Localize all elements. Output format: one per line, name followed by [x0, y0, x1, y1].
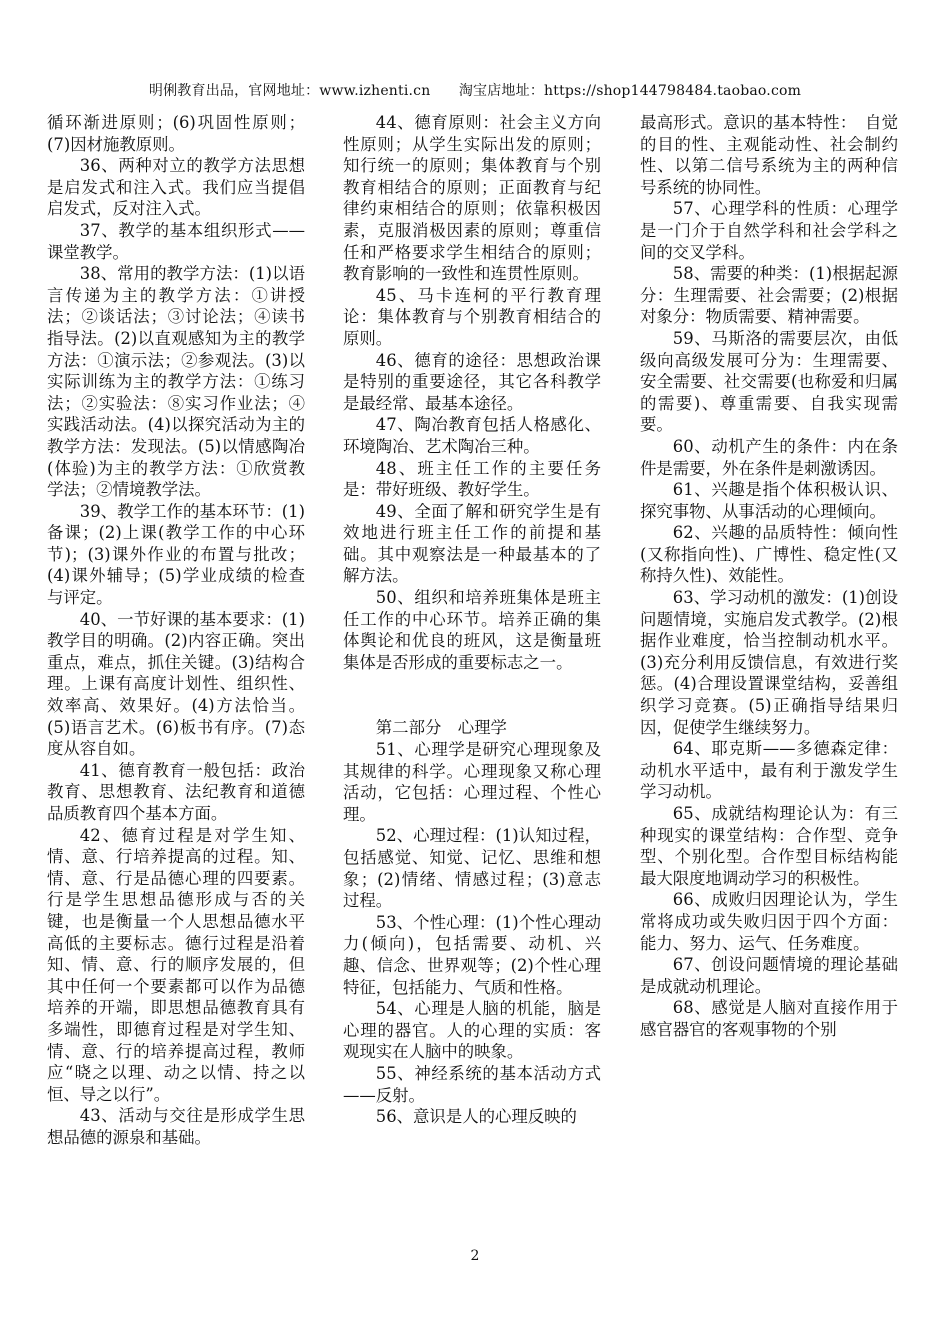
- paragraph: 49、全面了解和研究学生是有效地进行班主任工作的前提和基础。其中观察法是一种最基本的了解方法。: [343, 501, 601, 586]
- paragraph: 47、陶冶教育包括人格感化、环境陶冶、艺术陶冶三种。: [343, 415, 601, 456]
- paragraph: 37、教学的基本组织形式——课堂教学。: [47, 220, 305, 262]
- paragraph: 51、心理学是研究心理现象及其规律的科学。心理现象又称心理活动，它包括：心理过程、个性心理。: [343, 740, 601, 824]
- paragraph: 59、马斯洛的需要层次，由低级向高级发展可分为：生理需要、安全需要、社交需要(也称爱和归属的需要)、尊重需要、自我实现需要。: [640, 328, 898, 435]
- paragraph: 56、意识是人的心理反映的: [375, 1107, 577, 1127]
- page-header: 明俐教育出品，官网地址：www.izhenti.cn 淘宝店地址：https://shop144798484.taobao.com: [148, 83, 802, 99]
- paragraph: 43、活动与交往是形成学生思想品德的源泉和基础。: [47, 1106, 305, 1147]
- paragraph: 57、心理学科的性质：心理学是一门介于自然学科和社会学科之间的交叉学科。: [640, 199, 898, 262]
- paragraph: 62、兴趣的品质特性：倾向性(又称指向性)、广博性、稳定性(又称持久性)、效能性。: [640, 523, 898, 586]
- paragraph: 64、耶克斯——多德森定律：动机水平适中，最有利于激发学生学习动机。: [640, 739, 898, 802]
- paragraph: 53、个性心理：(1)个性心理动力(倾向)，包括需要、动机、兴趣、信念、世界观等；(2)个性心理特征，包括能力、气质和性格。: [343, 912, 601, 997]
- paragraph: 循环渐进原则；(6)巩固性原则；(7)因材施教原则。: [47, 113, 305, 154]
- paragraph: 45、马卡连柯的平行教育理论：集体教育与个别教育相结合的原则。: [343, 285, 601, 348]
- paragraph: 38、常用的教学方法：(1)以语言传递为主的教学方法：①讲授法；②谈话法；③讨论法；④读书指导法。(2)以直观感知为主的教学方法：①演示法；②参观法。(3)以实际训练为主的教学方法：①练习法；②实验法：⑧实习作业法；④实践活动法。(4)以探究活动为主的教学方法：发现法。(5)以情感陶冶(体验)为主的教学方法：①欣赏教学法；②情境教学法。: [47, 264, 305, 500]
- paragraph: 42、德育过程是对学生知、情、意、行培养提高的过程。知、情、意、行是品德心理的四要素。行是学生思想品德形成与否的关键，也是衡量一个人思想品德水平高低的主要标志。德行过程是沿着知、情、意、行的顺序发展的，但其中任何一个要素都可以作为品德培养的开端，即思想品德教育具有多端性，即德育过程是对学生知、情、意、行的培养提高过程，教师应“晓之以理、动之以情、持之以恒、导之以行”。: [47, 825, 305, 1104]
- paragraph: 50、组织和培养班集体是班主任工作的中心环节。培养正确的集体舆论和优良的班风，这是衡量班集体是否形成的重要标志之一。: [343, 588, 601, 672]
- paragraph: 54、心理是人脑的机能，脑是心理的器官。人的心理的实质：客观现实在人脑中的映象。: [343, 999, 601, 1062]
- paragraph: 68、感觉是人脑对直接作用于感官器官的客观事物的个别: [640, 998, 898, 1039]
- column-left: [47, 112, 305, 1149]
- paragraph: 44、德育原则：社会主义方向性原则；从学生实际出发的原则；知行统一的原则；集体教育与个别教育相结合的原则；正面教育与纪律约束相结合的原则；依靠积极因素，克服消极因素的原则；尊重信任和严格要求学生相结合的原则；教育影响的一致性和连贯性原则。: [343, 113, 601, 284]
- paragraph: 61、兴趣是指个体积极认识、探究事物、从事活动的心理倾向。: [640, 480, 898, 521]
- paragraph: 66、成败归因理论认为，学生常将成功或失败归因于四个方面：能力、努力、运气、任务难度。: [640, 890, 898, 953]
- paragraph: 46、德育的途径：思想政治课是特别的重要途径，其它各科教学是最经常、最基本途径。: [343, 350, 601, 413]
- column-middle: [343, 112, 601, 1128]
- paragraph: 58、需要的种类：(1)根据起源分：生理需要、社会需要；(2)根据对象分：物质需要、精神需要。: [640, 264, 898, 327]
- section-title: 第二部分 心理学: [375, 718, 507, 738]
- paragraph: 52、心理过程：(1)认知过程，包括感觉、知觉、记忆、思维和想象；(2)情绪、情感过程；(3)意志过程。: [343, 826, 601, 911]
- paragraph: 63、学习动机的激发：(1)创设问题情境，实施启发式教学。(2)根据作业难度，恰当控制动机水平。(3)充分利用反馈信息，有效进行奖惩。(4)合理设置课堂结构，妥善组织学习竞赛。(5)正确指导结果归因，促使学生继续努力。: [640, 588, 898, 737]
- paragraph: 65、成就结构理论认为：有三种现实的课堂结构：合作型、竞争型、个别化型。合作型目标结构能最大限度地调动学习的积极性。: [640, 804, 898, 888]
- paragraph: 60、动机产生的条件：内在条件是需要，外在条件是刺激诱因。: [640, 436, 898, 478]
- paragraph: 41、德育教育一般包括：政治教育、思想教育、法纪教育和道德品质教育四个基本方面。: [47, 760, 305, 823]
- page-number: 2: [470, 1248, 480, 1264]
- paragraph: 55、神经系统的基本活动方式——反射。: [343, 1063, 601, 1105]
- paragraph: 67、创设问题情境的理论基础是成就动机理论。: [640, 955, 898, 996]
- paragraph: 最高形式。意识的基本特性： 自觉的目的性、主观能动性、社会制约性、以第二信号系统为主的两种信号系统的协同性。: [640, 113, 898, 197]
- paragraph: 36、两种对立的教学方法思想是启发式和注入式。我们应当提倡启发式，反对注入式。: [47, 156, 305, 219]
- paragraph: 40、一节好课的基本要求：(1)教学目的明确。(2)内容正确。突出重点，难点，抓住关键。(3)结构合理。上课有高度计划性、组织性、效率高、效果好。(4)方法恰当。(5)语言艺术。(6)板书有序。(7)态度从容自如。: [47, 609, 305, 759]
- section-gap: [343, 673, 601, 717]
- column-right: [640, 112, 898, 1041]
- paragraph: 48、班主任工作的主要任务是：带好班级、教好学生。: [343, 458, 601, 500]
- paragraph: 39、教学工作的基本环节：(1)备课；(2)上课(教学工作的中心环节)；(3)课外作业的布置与批改；(4)课外辅导；(5)学业成绩的检查与评定。: [47, 501, 305, 608]
